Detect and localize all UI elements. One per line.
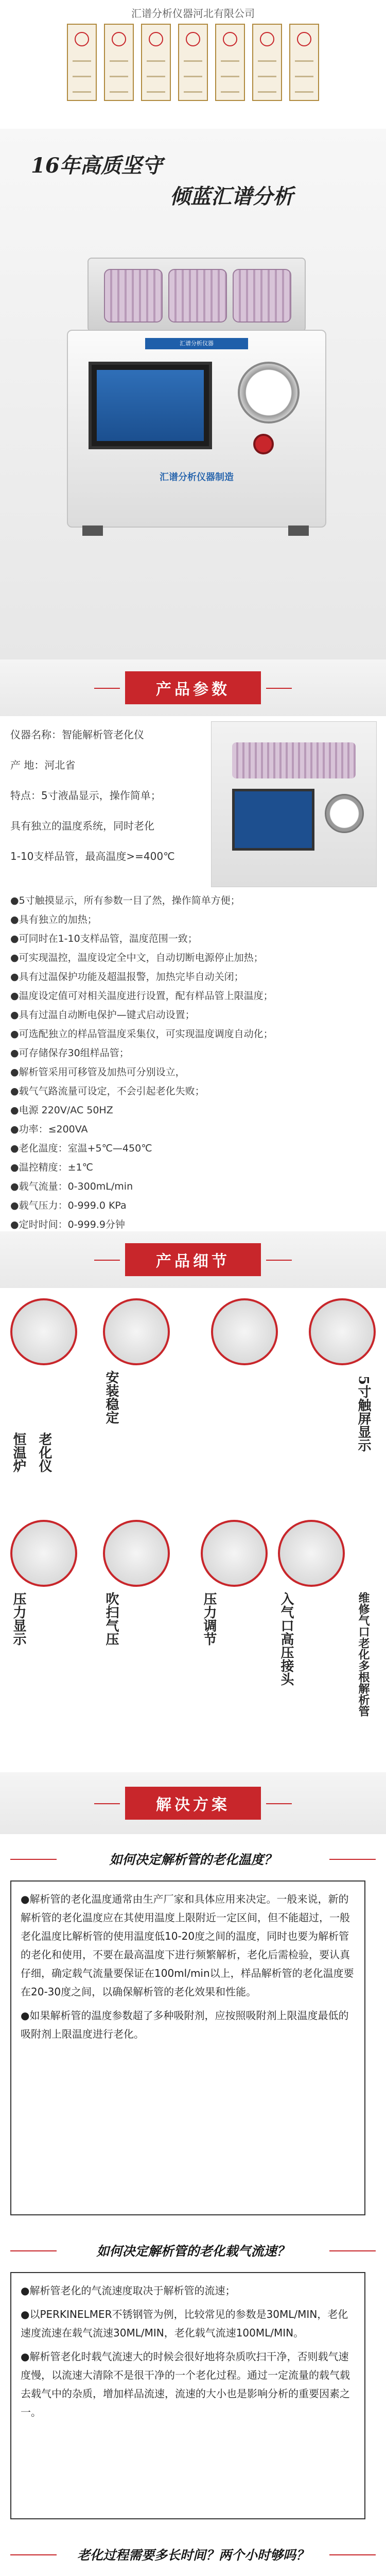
detail-label: 安装稳定 <box>103 1370 119 1424</box>
qa-paragraph: ●以PERKINELMER不锈钢管为例，比较常见的参数是30ML/MIN，老化速度流速在载气流速30ML/MIN，老化载气流速100ML/MIN。 <box>21 2308 348 2339</box>
feature-item: ●温控精度：±1℃ <box>10 1162 93 1173</box>
feature-item: ●可存储保存30组样品管； <box>10 1047 129 1059</box>
qa-question: 如何决定解析管的老化温度？ <box>10 1850 376 1868</box>
certificate-image <box>141 24 171 101</box>
detail-label: 压力调节 <box>201 1592 217 1646</box>
qa-answer-box <box>10 1880 365 2215</box>
certificate-image <box>215 24 245 101</box>
detail-photo <box>211 1298 278 1365</box>
qa-question: 老化过程需要多长时间？两个小时够吗？ <box>10 2545 376 2564</box>
qa-paragraph: ●解析管老化的气流速度取决于解析管的流速； <box>21 2284 236 2297</box>
detail-label: 入气口高压接头 <box>278 1592 294 1686</box>
device-brand: 汇谱分析仪器制造 <box>160 472 234 483</box>
certificate-strip <box>57 24 329 101</box>
detail-item <box>10 1298 87 1365</box>
qa-paragraph: ●解析管老化时载气流速大的时候会很好地将杂质吹扫干净，否则载气速度慢，以流速大清除不是很干净的一个老化过程。通过一定流量的载气载去载气中的杂质，增加样品流速，流速的大小也是影响分析的重要因素之一。 <box>21 2350 350 2418</box>
detail-label: 吹扫气压 <box>103 1592 119 1646</box>
section-banner <box>0 1772 386 1834</box>
params-intro <box>10 726 206 878</box>
detail-photo <box>278 1520 345 1587</box>
section-title: 产品细节 <box>125 1243 261 1276</box>
param-row: 具有独立的温度系统，同时老化 <box>10 820 154 832</box>
detail-photo <box>201 1520 268 1587</box>
params-section <box>0 659 386 1231</box>
feature-item: ●具有过温自动断电保护—键式启动设置； <box>10 1009 195 1021</box>
detail-photo <box>10 1298 77 1365</box>
detail-photo <box>103 1520 170 1587</box>
certificate-image <box>104 24 134 101</box>
qa-answer-box <box>10 2272 365 2519</box>
detail-item <box>278 1520 355 1686</box>
detail-label: 压力显示 <box>11 1592 26 1646</box>
detail-label: 维修气口老化多根解析管 <box>357 1592 370 1717</box>
hero-slogan: 16年高质坚守 <box>31 154 163 178</box>
power-button <box>253 434 274 454</box>
feature-item: ●5寸触摸显示，所有参数一目了然，操作简单方便； <box>10 895 240 906</box>
feature-item: ●电源 220V/AC 50HZ <box>10 1105 113 1116</box>
section-title: 产品参数 <box>125 671 261 704</box>
feature-item: ●定时时间：0-999.9分钟 <box>10 1219 125 1230</box>
device-plate: 汇谱分析仪器 <box>145 338 248 349</box>
feature-item: ●解析管采用可移管及加热可分别设立， <box>10 1066 185 1078</box>
certificate-image <box>178 24 208 101</box>
device-body <box>67 330 326 528</box>
detail-photo <box>309 1298 376 1365</box>
section-banner <box>0 1231 386 1288</box>
feature-item: ●载气压力：0-999.0 KPa <box>10 1200 127 1211</box>
hero-slogan: 倾蓝汇谱分析 <box>170 184 293 209</box>
feature-item: ●可同时在1-10支样品管，温度范围一致； <box>10 933 198 944</box>
detail-item <box>103 1298 180 1424</box>
device-image <box>67 258 324 546</box>
header <box>0 0 386 129</box>
hero-banner <box>0 129 386 659</box>
device-photo <box>211 721 377 887</box>
detail-photo <box>103 1298 170 1365</box>
feature-item: ●载气气路流量可设定，不会引起老化失败； <box>10 1086 205 1097</box>
qa-paragraph: ●解析管的老化温度通常由生产厂家和具体应用来决定。一般来说，新的解析管的老化温度应在其使用温度上限附近一定区间，但不能超过，一般老化温度比解析管的使用温度低10-20度之间的温度，同时也要为解析管的老化和使用，不要在最高温度下进行频繁解析，老化后需检验，要认真仔细，确定载气流量要保证在100ml/min以上，样品解析管的老化温度要在20-30度之间，以确保解析管的老化效果和性能。 <box>21 1893 354 1998</box>
detail-photo <box>10 1520 77 1587</box>
feature-item: ●功率：≤200VA <box>10 1124 88 1135</box>
feature-item: ●载气流量：0-300mL/min <box>10 1181 133 1192</box>
detail-item <box>309 1298 386 1365</box>
feature-item: ●可选配独立的样品管温度采集仪，可实现温度调度自动化； <box>10 1028 273 1040</box>
detail-item <box>10 1520 87 1646</box>
feature-item: ●可实现温控，温度设定全中文，自动切断电源停止加热； <box>10 952 264 963</box>
certificate-image <box>67 24 97 101</box>
param-row: 1-10支样品管，最高温度>=400℃ <box>10 850 175 862</box>
details-section <box>0 1231 386 1772</box>
tube-rack <box>87 258 306 332</box>
section-banner <box>0 659 386 716</box>
company-name: 汇谱分析仪器河北有限公司 <box>131 7 255 20</box>
feature-item: ●具有独立的加热； <box>10 914 97 925</box>
feature-item: ●温度设定值可对相关温度进行设置，配有样品管上限温度； <box>10 990 273 1002</box>
qa-question: 如何决定解析管的老化载气流速？ <box>10 2241 376 2260</box>
pressure-gauge <box>238 362 300 423</box>
detail-item <box>201 1520 278 1646</box>
feature-item: ●具有过温保护功能及超温报警，加热完毕自动关闭； <box>10 971 244 982</box>
detail-label: 老化仪 <box>37 1432 52 1472</box>
certificate-image <box>289 24 319 101</box>
touch-screen <box>89 362 212 449</box>
detail-item <box>103 1520 180 1646</box>
param-row: 仪器名称：智能解析管老化仪 <box>10 728 144 741</box>
certificate-image <box>252 24 282 101</box>
param-row: 特点：5寸液晶显示，操作简单； <box>10 789 161 802</box>
feature-item: ●老化温度：室温+5℃—450℃ <box>10 1143 152 1154</box>
param-row: 产 地：河北省 <box>10 759 76 771</box>
detail-item <box>211 1298 288 1365</box>
section-title: 解决方案 <box>125 1787 261 1820</box>
detail-label: 恒温炉 <box>11 1432 26 1472</box>
qa-paragraph: ●如果解析管的温度参数超了多种吸附剂，应按照吸附剂上限温度最低的吸附剂上限温度进行老化。 <box>21 2009 349 2040</box>
detail-label: 5寸触屏显示 <box>356 1376 371 1452</box>
